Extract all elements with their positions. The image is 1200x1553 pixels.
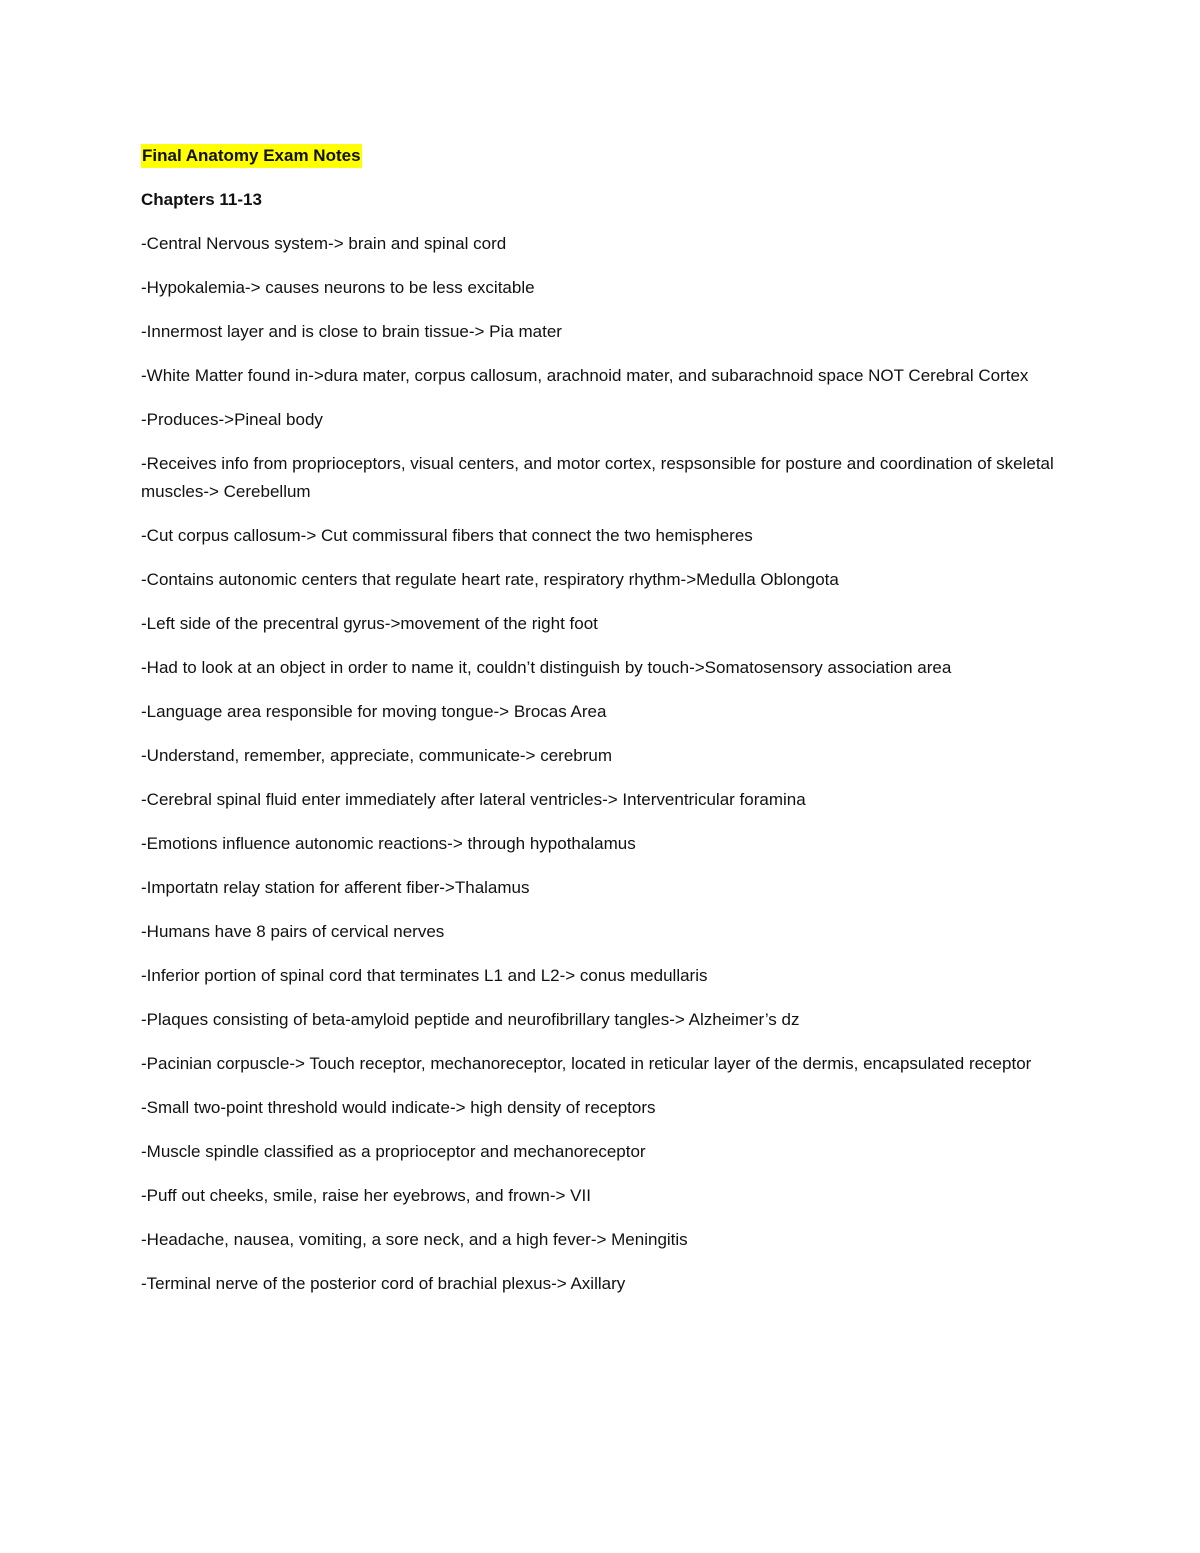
note-item: -Small two-point threshold would indicate-> high density of receptors [141,1098,656,1117]
note-item: -Understand, remember, appreciate, communicate-> cerebrum [141,746,613,765]
highlighted-title-text: Final Anatomy Exam Notes [141,144,362,168]
note-item: -Hypokalemia-> causes neurons to be less excitable [141,278,535,297]
note-item: -Central Nervous system-> brain and spinal cord [141,234,507,253]
note-item: -Humans have 8 pairs of cervical nerves [141,922,445,941]
note-item: -Cut corpus callosum-> Cut commissural fibers that connect the two hemispheres [141,526,753,545]
notes-list [141,230,1061,1298]
chapters-heading: Chapters 11-13 [141,190,262,209]
note-item: -White Matter found in->dura mater, corpus callosum, arachnoid mater, and subarachnoid space NOT Cerebral Cortex [141,366,1029,385]
document-body [141,142,1061,1314]
note-item: -Inferior portion of spinal cord that terminates L1 and L2-> conus medullaris [141,966,708,985]
note-item: -Had to look at an object in order to name it, couldn’t distinguish by touch->Somatosensory association area [141,658,952,677]
note-item: -Puff out cheeks, smile, raise her eyebrows, and frown-> VII [141,1186,591,1205]
note-item: -Terminal nerve of the posterior cord of brachial plexus-> Axillary [141,1274,626,1293]
note-item: -Produces->Pineal body [141,410,323,429]
note-item: -Pacinian corpuscle-> Touch receptor, mechanoreceptor, located in reticular layer of the dermis, encapsulated receptor [141,1054,1032,1073]
document-title [141,142,1061,170]
note-item: -Importatn relay station for afferent fiber->Thalamus [141,878,530,897]
note-item: -Emotions influence autonomic reactions-> through hypothalamus [141,834,636,853]
note-item: -Receives info from proprioceptors, visual centers, and motor cortex, respsonsible for posture and coordination of skeletal muscles-> Cerebellum [141,454,1054,501]
note-item: -Contains autonomic centers that regulate heart rate, respiratory rhythm->Medulla Oblongota [141,570,839,589]
note-item: -Cerebral spinal fluid enter immediately after lateral ventricles-> Interventricular foramina [141,790,806,809]
note-item: -Muscle spindle classified as a proprioceptor and mechanoreceptor [141,1142,646,1161]
note-item: -Innermost layer and is close to brain tissue-> Pia mater [141,322,562,341]
note-item: -Plaques consisting of beta-amyloid peptide and neurofibrillary tangles-> Alzheimer’s dz [141,1010,800,1029]
note-item: -Left side of the precentral gyrus->movement of the right foot [141,614,598,633]
note-item: -Language area responsible for moving tongue-> Brocas Area [141,702,607,721]
note-item: -Headache, nausea, vomiting, a sore neck, and a high fever-> Meningitis [141,1230,688,1249]
